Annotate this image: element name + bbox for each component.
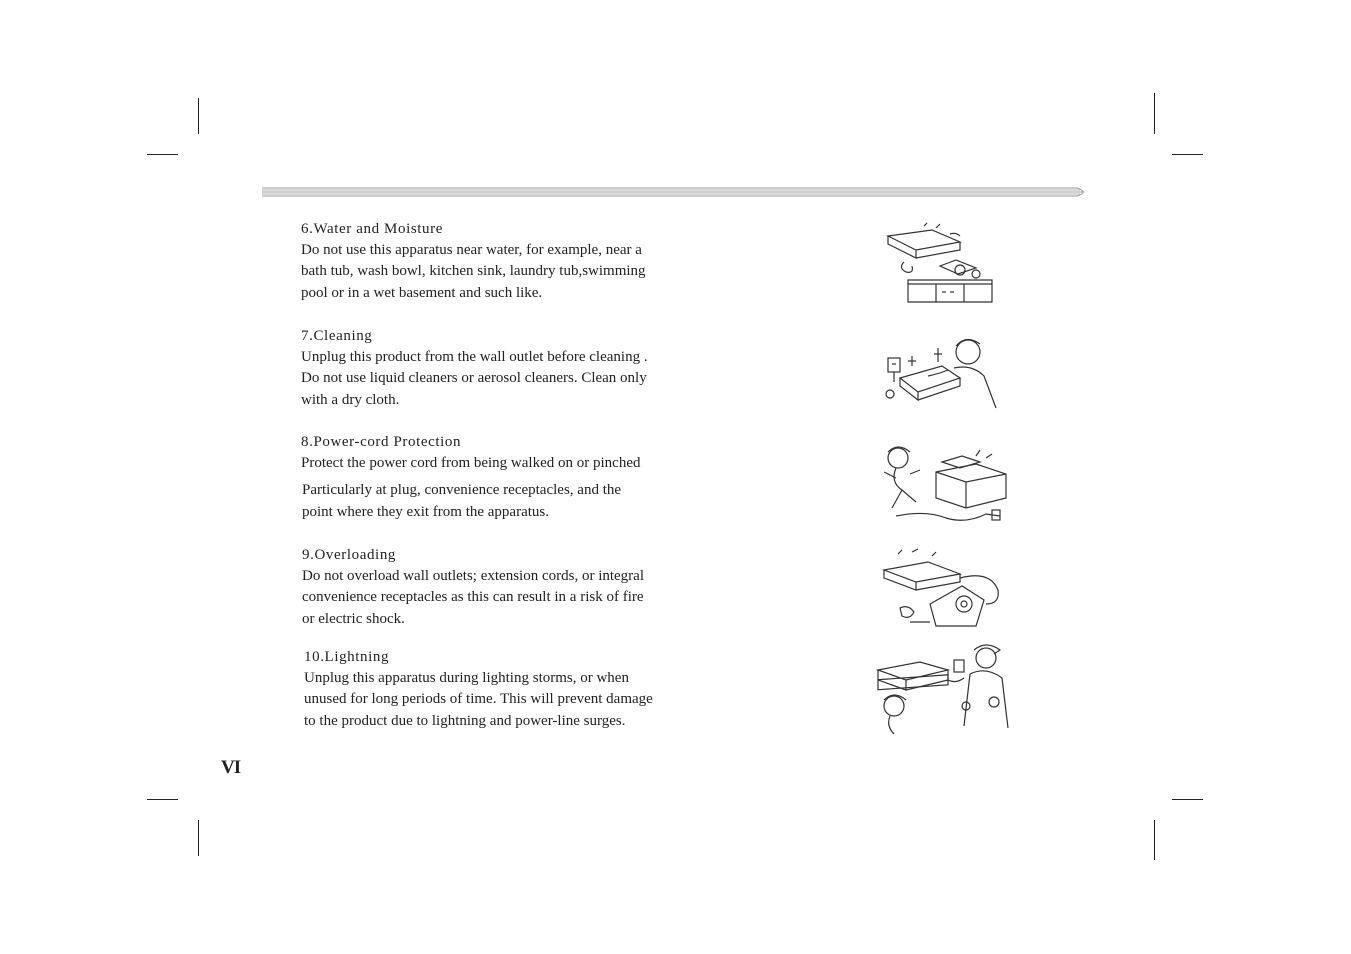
water-near-player-icon: [880, 222, 1000, 308]
overloaded-outlet-icon: [880, 548, 1004, 630]
section-overloading: [302, 545, 722, 630]
crop-mark: [1154, 93, 1155, 134]
crop-mark: [198, 820, 199, 856]
section-text-line: Do not use liquid cleaners or aerosol cleaners. Clean only: [301, 370, 647, 387]
page-number: VI: [221, 757, 241, 778]
section-text-line: Protect the power cord from being walked on or pinched: [301, 455, 641, 471]
man-cleaning-icon: [882, 334, 1004, 416]
section-text-line: Particularly at plug, convenience receptacles, and the: [302, 482, 622, 499]
section-title: 6.Water and Moisture: [301, 221, 444, 237]
section-lightning: [304, 647, 724, 732]
section-text-line: Do not overload wall outlets; extension cords, or integral: [302, 568, 645, 584]
crop-mark: [147, 154, 178, 155]
section-text-line: Do not use this apparatus near water, for example, near a: [301, 242, 642, 258]
header-rule: [262, 186, 1090, 198]
crop-mark: [1154, 820, 1155, 860]
section-power-cord: [301, 432, 721, 523]
section-text-line: pool or in a wet basement and such like.: [301, 284, 543, 301]
crop-mark: [1172, 799, 1203, 800]
section-cleaning: [301, 326, 721, 411]
section-title: 10.Lightning: [304, 649, 390, 665]
child-tripping-cord-icon: [876, 442, 1010, 524]
technician-with-child-icon: [874, 640, 1014, 736]
section-water-moisture: [301, 219, 721, 304]
section-title: 9.Overloading: [302, 547, 397, 563]
section-text-line: unused for long periods of time. This will prevent damage: [304, 691, 653, 708]
section-text-line: convenience receptacles as this can result in a risk of fire: [302, 589, 644, 606]
section-text-line: Unplug this apparatus during lighting storms, or when: [304, 670, 629, 686]
section-text-line: point where they exit from the apparatus.: [302, 503, 550, 520]
section-title: 8.Power-cord Protection: [301, 434, 462, 450]
crop-mark: [147, 799, 178, 800]
section-text-line: Unplug this product from the wall outlet before cleaning .: [301, 349, 648, 365]
crop-mark: [198, 98, 199, 134]
section-text-line: or electric shock.: [302, 610, 405, 627]
section-text-line: to the product due to lightning and power-line surges.: [304, 712, 626, 729]
section-text-line: bath tub, wash bowl, kitchen sink, laundry tub,swimming: [301, 263, 646, 280]
section-text-line: with a dry cloth.: [301, 391, 400, 408]
section-title: 7.Cleaning: [301, 328, 373, 344]
crop-mark: [1172, 154, 1203, 155]
